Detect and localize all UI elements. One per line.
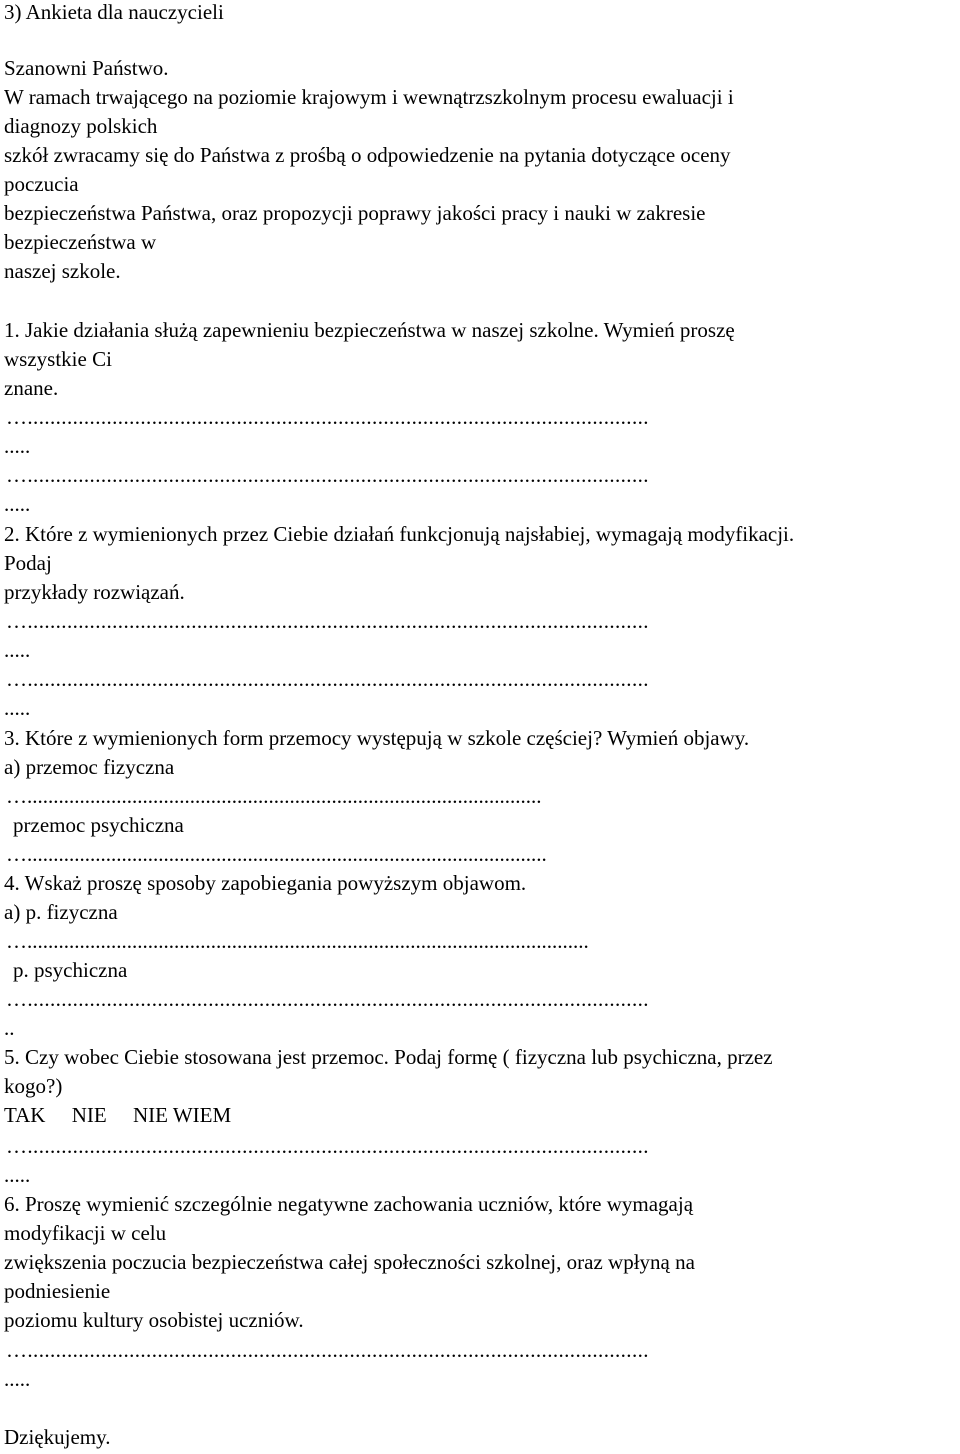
q3-answer-a[interactable]: …..................................................................................................	[6, 784, 542, 808]
intro-line-6: bezpieczeństwa w	[4, 230, 157, 254]
q4-option-b: p. psychiczna	[13, 958, 128, 982]
q4-answer-cont: ..	[4, 1016, 15, 1040]
q4-answer-a[interactable]: …...........................................................................................................	[6, 929, 589, 953]
q3-option-b: przemoc psychiczna	[13, 813, 184, 837]
q1-line-2: wszystkie Ci	[4, 347, 112, 371]
intro-line-1: W ramach trwającego na poziomie krajowym i wewnątrzszkolnym procesu ewaluacji i	[4, 85, 734, 109]
greeting: Szanowni Państwo.	[4, 56, 169, 80]
q2-answer-line-2[interactable]: …..............................................................................................................	[6, 667, 649, 691]
q1-answer-cont-2: .....	[4, 492, 31, 516]
q4-option-a: a) p. fizyczna	[4, 900, 118, 924]
q6-answer-cont: .....	[4, 1367, 31, 1391]
q5-answer-cont: .....	[4, 1163, 31, 1187]
q6-line-5: poziomu kultury osobistej uczniów.	[4, 1308, 304, 1332]
q1-answer-line-2[interactable]: …..............................................................................................................	[6, 463, 649, 487]
q6-answer[interactable]: …..............................................................................................................	[6, 1338, 649, 1362]
q6-line-1: 6. Proszę wymienić szczególnie negatywne zachowania uczniów, które wymagają	[4, 1192, 694, 1216]
q2-answer-line-1[interactable]: …..............................................................................................................	[6, 609, 649, 633]
intro-line-7: naszej szkole.	[4, 259, 121, 283]
closing-thanks: Dziękujemy.	[4, 1425, 111, 1449]
q6-line-2: modyfikacji w celu	[4, 1221, 167, 1245]
q1-line-1: 1. Jakie działania służą zapewnieniu bezpieczeństwa w naszej szkolne. Wymień proszę	[4, 318, 735, 342]
q1-line-3: znane.	[4, 376, 59, 400]
document-header: 3) Ankieta dla nauczycieli	[4, 0, 224, 24]
q5-choices: TAK NIE NIE WIEM	[4, 1103, 232, 1127]
q5-answer[interactable]: …..............................................................................................................	[6, 1134, 649, 1158]
q3-answer-b[interactable]: …...................................................................................................	[6, 842, 547, 866]
intro-line-2: diagnozy polskich	[4, 114, 158, 138]
q2-line-2: Podaj	[4, 551, 52, 575]
q5-line-1: 5. Czy wobec Ciebie stosowana jest przemoc. Podaj formę ( fizyczna lub psychiczna, przez	[4, 1045, 773, 1069]
q3-option-a: a) przemoc fizyczna	[4, 755, 175, 779]
q4-answer-b[interactable]: …..............................................................................................................	[6, 987, 649, 1011]
q4-question: 4. Wskaż proszę sposoby zapobiegania powyższym objawom.	[4, 871, 527, 895]
intro-line-5: bezpieczeństwa Państwa, oraz propozycji poprawy jakości pracy i nauki w zakresie	[4, 201, 706, 225]
intro-line-4: poczucia	[4, 172, 79, 196]
q1-answer-line-1[interactable]: …..............................................................................................................	[6, 405, 649, 429]
q2-line-1: 2. Które z wymienionych przez Ciebie działań funkcjonują najsłabiej, wymagają modyfikacji.	[4, 522, 795, 546]
q6-line-3: zwiększenia poczucia bezpieczeństwa całej społeczności szkolnej, oraz wpłyną na	[4, 1250, 695, 1274]
q2-line-3: przykłady rozwiązań.	[4, 580, 185, 604]
intro-line-3: szkół zwracamy się do Państwa z prośbą o odpowiedzenie na pytania dotyczące oceny	[4, 143, 731, 167]
q1-answer-cont-1: .....	[4, 434, 31, 458]
q2-answer-cont-1: .....	[4, 638, 31, 662]
q3-question: 3. Które z wymienionych form przemocy występują w szkole częściej? Wymień objawy.	[4, 726, 750, 750]
q5-line-2: kogo?)	[4, 1074, 63, 1098]
q6-line-4: podniesienie	[4, 1279, 111, 1303]
q2-answer-cont-2: .....	[4, 696, 31, 720]
